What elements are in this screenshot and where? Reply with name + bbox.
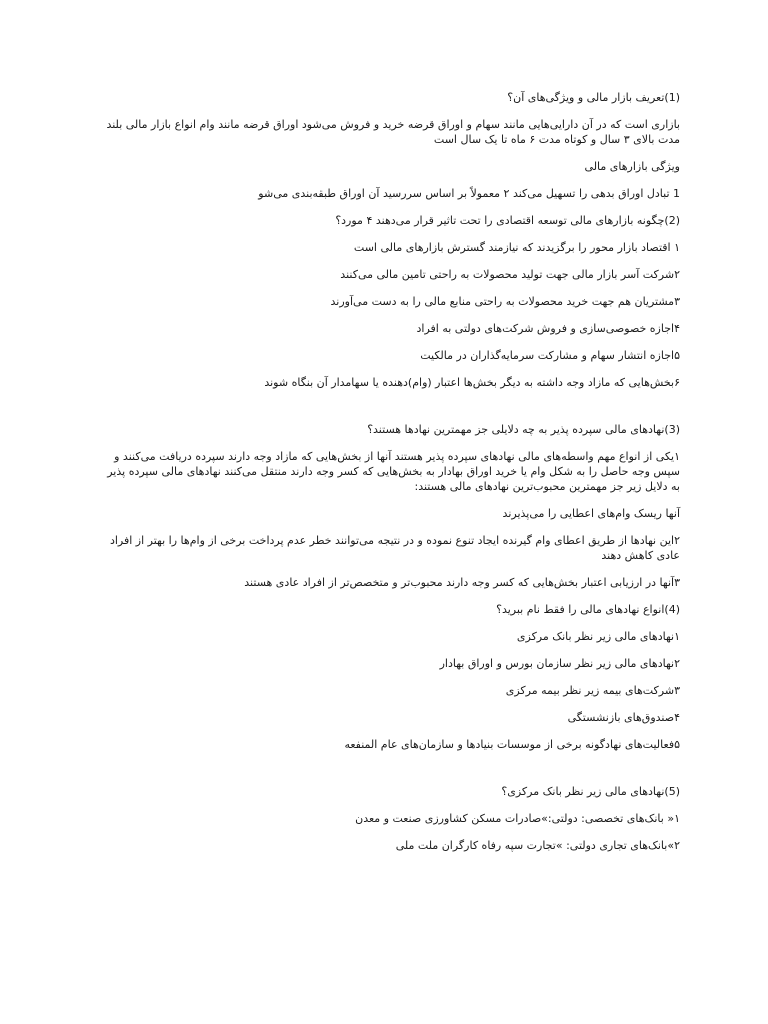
list-item: ۱ اقتصاد بازار محور را برگزیدند که نیازمند گسترش بازارهای مالی است <box>353 241 680 254</box>
document-body <box>100 90 680 853</box>
question-5-heading: (5)نهادهای مالی زیر نظر بانک مرکزی؟ <box>501 785 680 798</box>
list-item: ۳مشتریان هم جهت خرید محصولات به راحتی منابع مالی را به دست می‌آورند <box>330 295 680 308</box>
list-item: ۱« بانک‌های تخصصی: دولتی:»صادرات مسکن کشاورزی صنعت و معدن <box>355 812 680 825</box>
list-item: ۲»بانک‌های تجاری دولتی: »تجارت سپه رفاه کارگران ملت ملی <box>395 839 680 852</box>
question-2-heading: (2)چگونه بازارهای مالی توسعه اقتصادی را تحت تاثیر قرار می‌دهند ۴ مورد؟ <box>335 214 680 227</box>
list-item: ۴اجازه خصوصی‌سازی و فروش شرکت‌های دولتی به افراد <box>416 322 680 335</box>
paragraph: آنها ریسک وام‌های اعطایی را می‌پذیرند <box>502 507 680 520</box>
list-item: ۲نهادهای مالی زیر نظر سازمان بورس و اوراق بهادار <box>439 657 680 670</box>
paragraph: ویژگی بازارهای مالی <box>584 160 680 173</box>
paragraph: 1 تبادل اوراق بدهی را تسهیل می‌کند ۲ معمولاً بر اساس سررسید آن اوراق طبقه‌بندی می‌شو <box>258 187 680 200</box>
question-4-heading: (4)انواع نهادهای مالی را فقط نام ببرید؟ <box>496 603 680 616</box>
list-item: ۴صندوق‌های بازنشستگی <box>567 711 680 724</box>
paragraph: ۲این نهادها از طریق اعطای وام گیرنده ایجاد تنوع نموده و در نتیجه می‌توانند خطر عدم پرداخت برخی از وام‌ها را بهتر از افراد عادی کاهش دهند <box>109 534 680 562</box>
paragraph: ۱یکی از انواع مهم واسطه‌های مالی نهادهای سپرده پذیر هستند آنها از بخش‌هایی که مازاد وجه دارند سپرده دریافت می‌کنند و سپس وجه حاصل را به شکل وام یا خرید اوراق بهادار به بخش‌هایی که کسر وجه دارند منتقل می‌کنند نهادهای مالی سپرده پذیر به دلایل زیر جز مهمترین محبوب‌ترین نهادهای مالی هستند: <box>107 450 680 493</box>
question-3-heading: (3)نهادهای مالی سپرده پذیر به چه دلایلی جز مهمترین نهادها هستند؟ <box>367 423 680 436</box>
list-item: ۲شرکت آسر بازار مالی جهت تولید محصولات به راحتی تامین مالی می‌کنند <box>340 268 680 281</box>
question-1-heading: (1)تعریف بازار مالی و ویژگی‌های آن؟ <box>507 91 680 104</box>
paragraph: ۳آنها در ارزیابی اعتبار بخش‌هایی که کسر وجه دارند محبوب‌تر و متخصص‌تر از افراد عادی هستند <box>244 576 680 589</box>
list-item: ۳شرکت‌های بیمه زیر نظر بیمه مرکزی <box>505 684 680 697</box>
list-item: ۶بخش‌هایی که مازاد وجه داشته به دیگر بخش‌ها اعتبار (وام)دهنده یا سهامدار آن بنگاه شوند <box>264 376 680 389</box>
paragraph: بازاری است که در آن دارایی‌هایی مانند سهام و اوراق قرضه خرید و فروش می‌شود اوراق قرضه مانند وام انواع بازار مالی بلند مدت بالای ۳ سال و کوتاه مدت ۶ ماه تا یک سال است <box>106 118 680 146</box>
list-item: ۵اجازه انتشار سهام و مشارکت سرمایه‌گذاران در مالکیت <box>420 349 680 362</box>
list-item: ۵فعالیت‌های نهادگونه برخی از موسسات بنیادها و سازمان‌های عام المنفعه <box>344 738 680 751</box>
list-item: ۱نهادهای مالی زیر نظر بانک مرکزی <box>516 630 680 643</box>
